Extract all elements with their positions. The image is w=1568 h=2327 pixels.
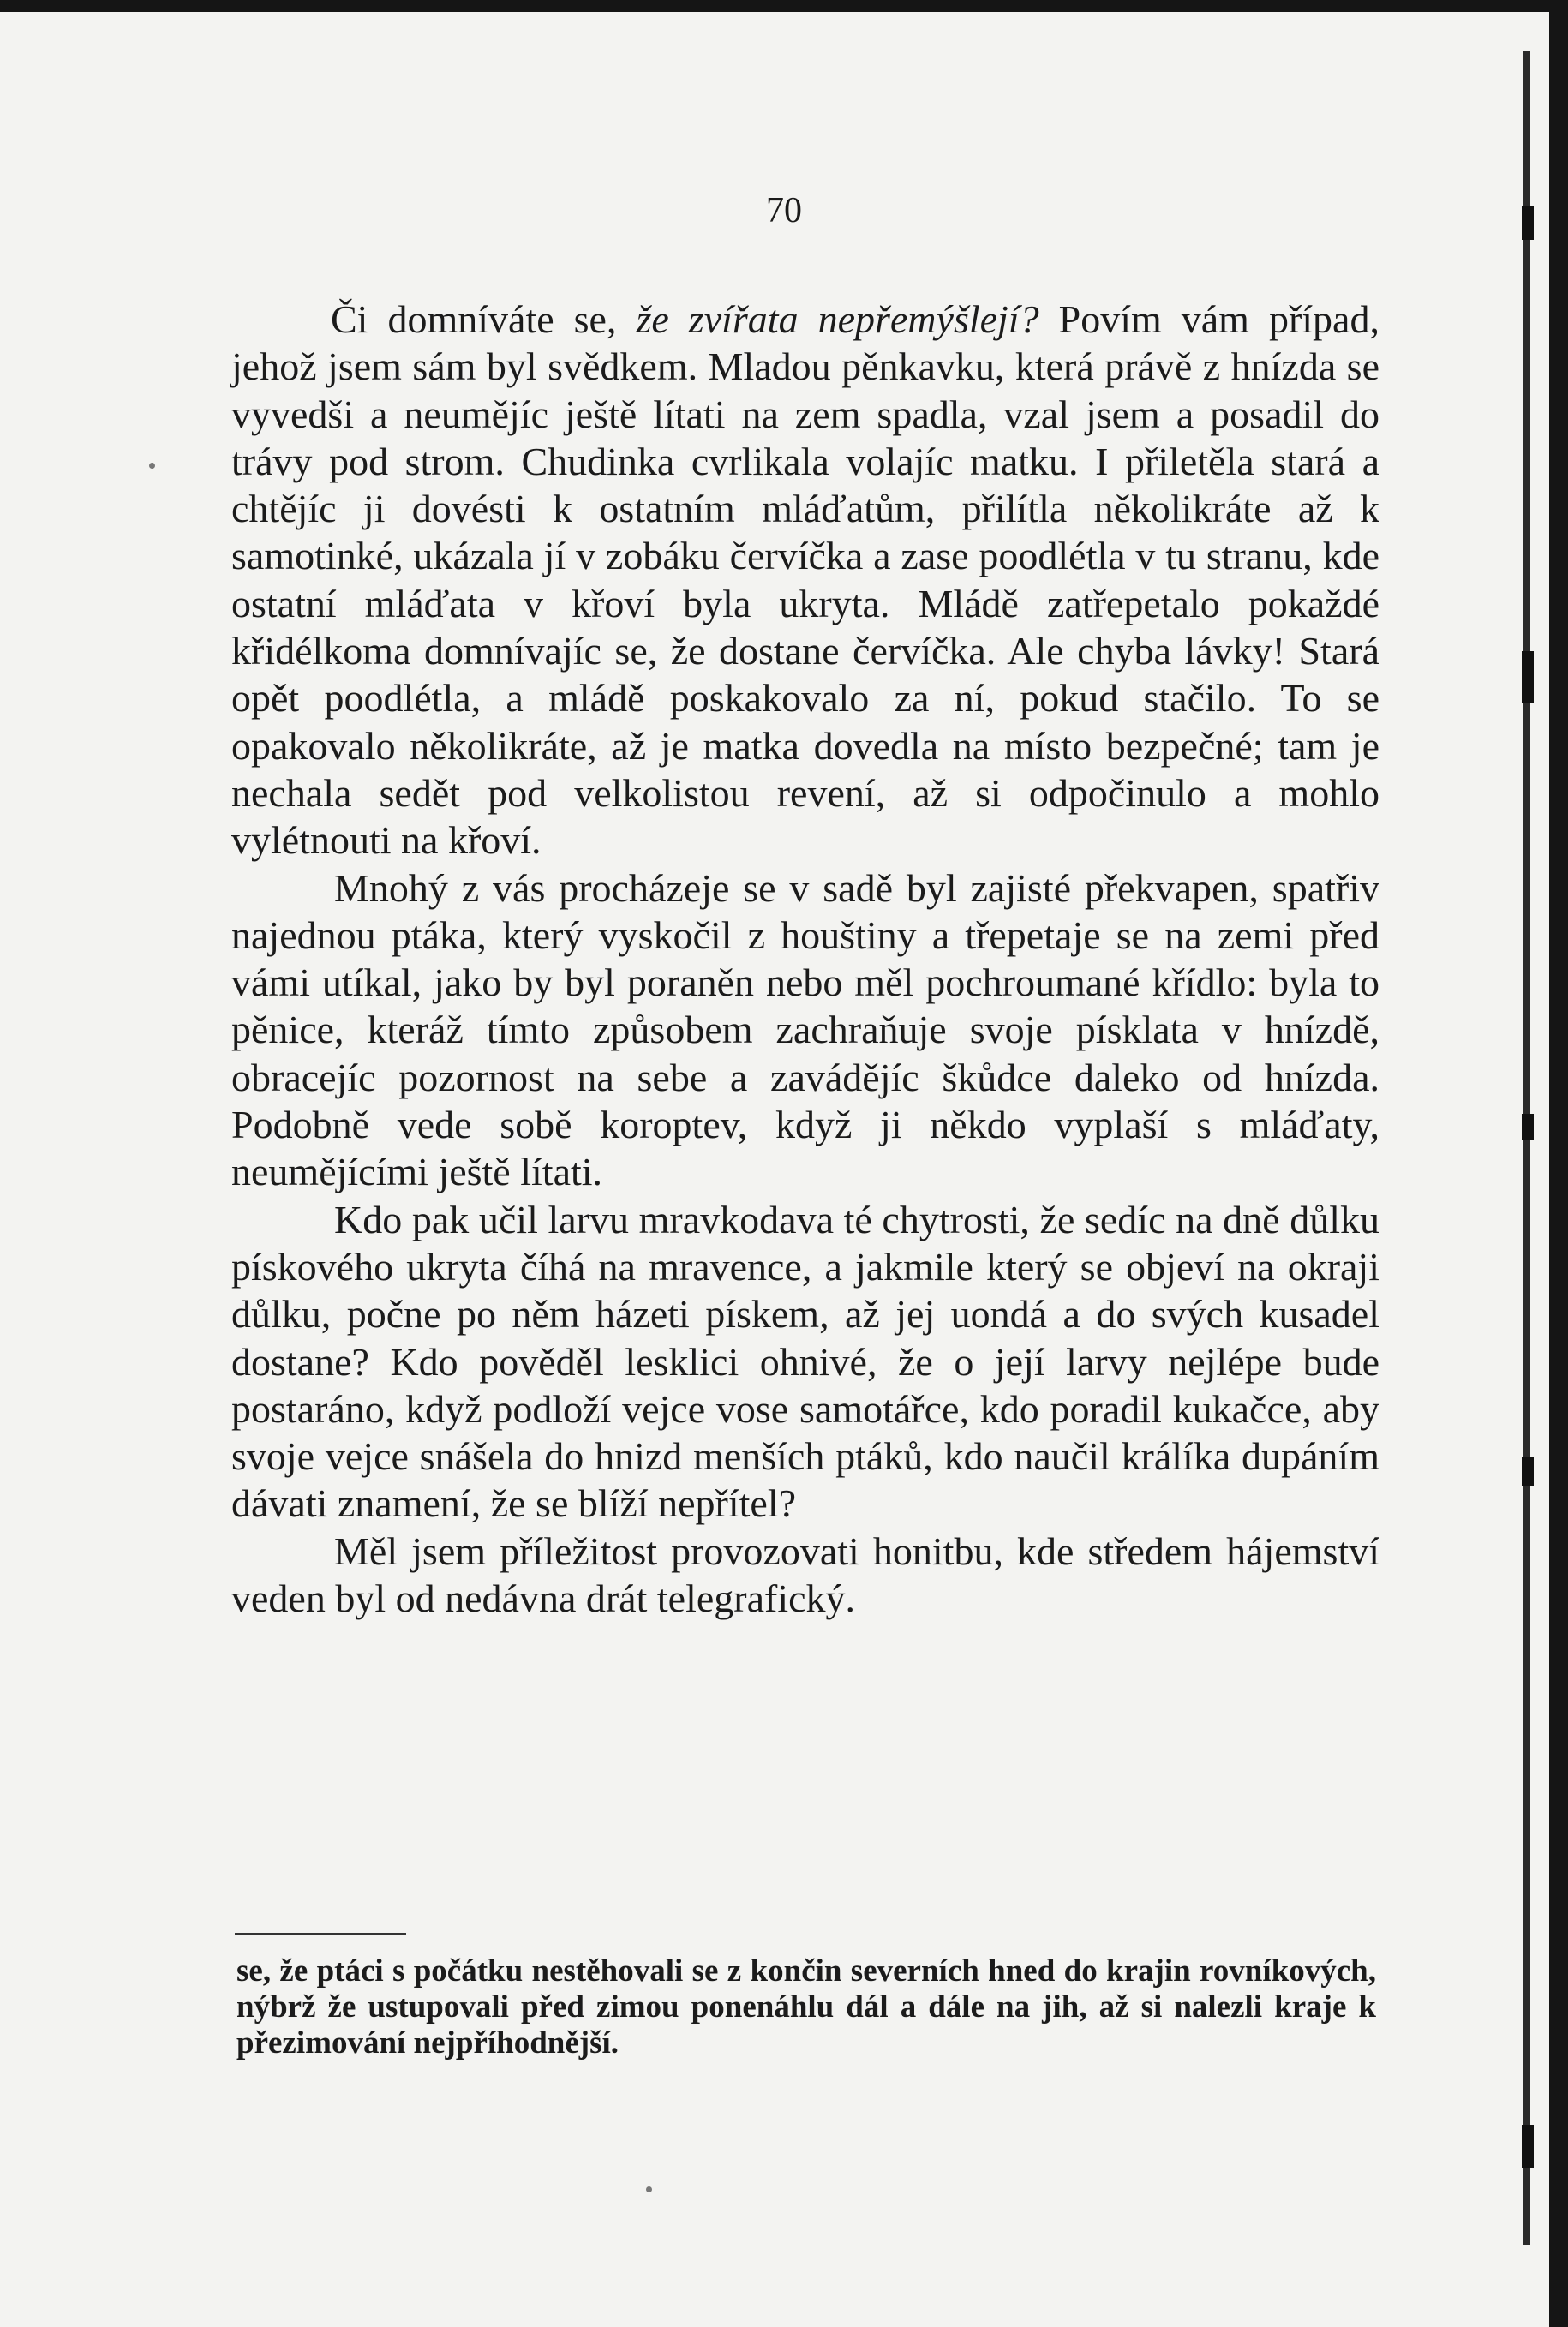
edge-mark [1522, 1114, 1534, 1140]
scan-right-border [1549, 0, 1568, 2327]
edge-mark [1522, 2125, 1534, 2168]
scan-top-border [0, 0, 1568, 12]
paragraph-2: Mnohý z vás procházeje se v sadě byl zajisté překvapen, spatřiv najednou ptáka, který vyskočil z houštiny a třepetaje se na zemi před vámi utíkal, jako by byl poraněn nebo měl pochroumané křídlo: byla to pěnice, kteráž tímto způsobem zachraňuje svoje písklata v hnízdě, obracejíc pozornost na sebe a zavádějíc škůdce daleko od hnízda. Podobně vede sobě koroptev, když ji někdo vyplaší s mláďaty, neumějícími ještě lítati. [231, 865, 1379, 1194]
edge-mark [1522, 1457, 1534, 1486]
body-text [231, 296, 1379, 1622]
footnote-rule [235, 1933, 406, 1935]
edge-mark [1522, 651, 1534, 703]
scan-speck [646, 2186, 652, 2192]
paragraph-3: Kdo pak učil larvu mravkodava té chytrosti, že sedíc na dně důlku pískového ukryta číhá na mravence, a jakmile který se objeví na okraji důlku, počne po něm házeti pískem, až jej uondá a do svých kusadel dostane? Kdo pověděl lesklici ohnivé, že o její larvy nejlépe bude postaráno, když podloží vejce vose samotářce, kdo poradil kukačce, aby svoje vejce snášela do hnizd menších ptáků, kdo naučil králíka dupáním dávati znamení, že se blíží nepřítel? [231, 1197, 1379, 1526]
paragraph-1-lead: Či domníváte se, [331, 297, 637, 341]
paragraph-4: Měl jsem příležitost provozovati honitbu, kde středem hájemství veden byl od nedávna drát telegrafický. [231, 1528, 1379, 1621]
footnote: se, že ptáci s počátku nestěhovali se z končin severních hned do krajin rovníkových, nýbrž že ustupovali před zimou ponenáhlu dál a dále na jih, až si nalezli kraje k přezimování nejpříhodnější. [236, 1953, 1376, 2061]
page-edge-shadow [1523, 51, 1530, 2245]
paragraph-1-rest: Povím vám případ, jehož jsem sám byl svědkem. Mladou pěnkavku, která právě z hnízda se vyvedši a neumějíc ještě lítati na zem spadla, vzal jsem a posadil do trávy pod strom. Chudinka cvrlikala volajíc matku. I přiletěla stará a chtějíc ji dovésti k ostatním mláďatům, přilítla několikráte až k samotinké, ukázala jí v zobáku červíčka a zase poodlétla v tu stranu, kde ostatní mláďata v křoví byla ukryta. Mládě zatřepetalo pokaždé křidélkoma domnívajíc se, že dostane červíčka. Ale chyba lávky! Stará opět poodlétla, a mládě poskakovalo za ní, pokud stačilo. To se opakovalo několikráte, až je matka dovedla na místo bezpečné; tam je nechala sedět pod velkolistou revení, až si odpočinulo a mohlo vylétnouti na křoví. [231, 297, 1379, 863]
paragraph-1 [231, 296, 1379, 864]
scan-speck [149, 463, 155, 469]
page-number: 70 [766, 191, 802, 230]
paragraph-1-italic: že zvířata nepřemýšlejí? [636, 297, 1039, 341]
